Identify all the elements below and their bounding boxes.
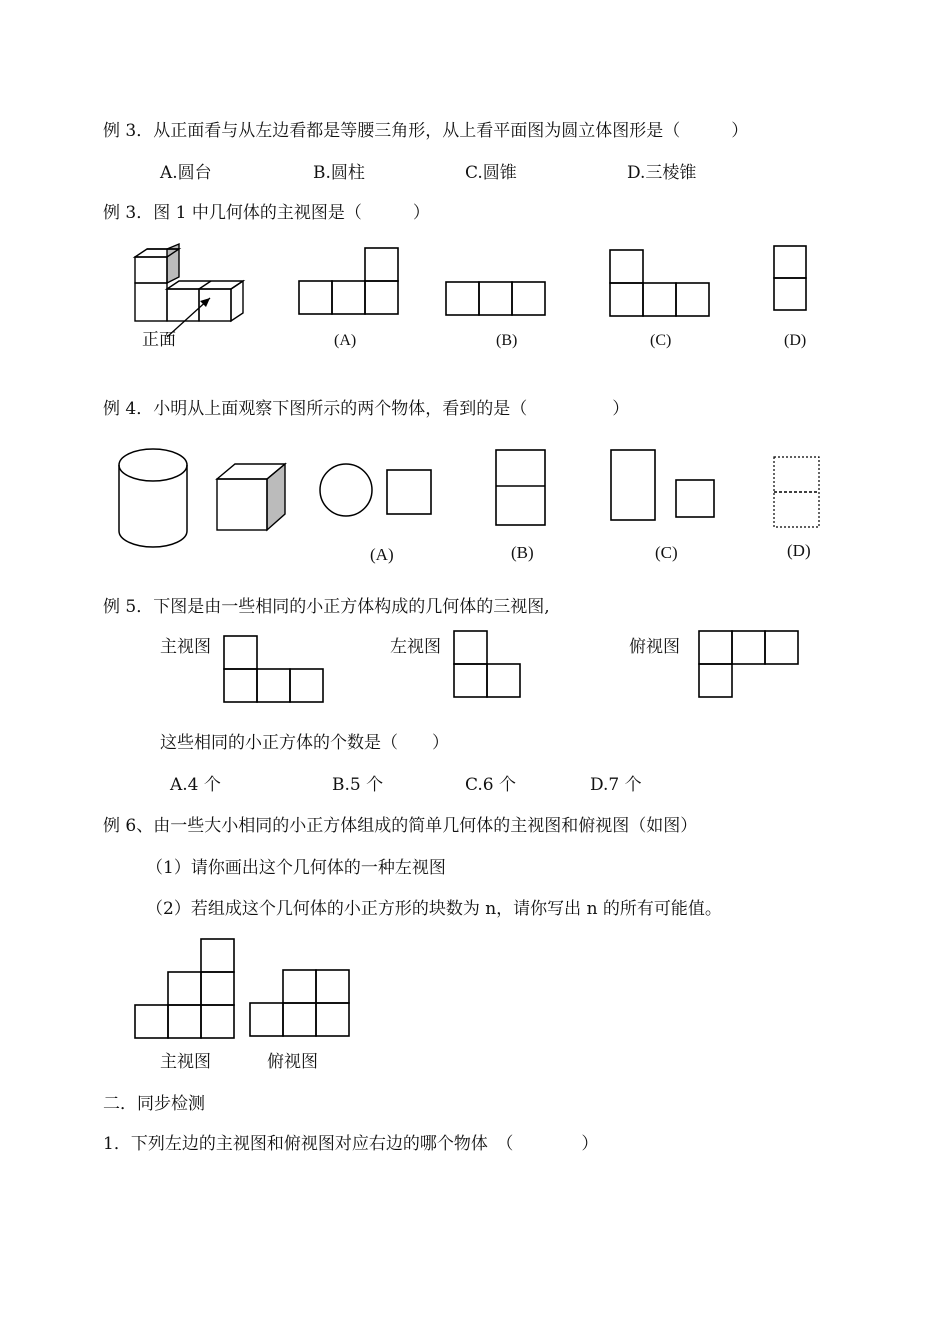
ex4-option-b-figure [494, 448, 548, 528]
ex3b-option-b-figure [445, 281, 547, 317]
ex4-question: 例 4．小明从上面观察下图所示的两个物体，看到的是（ ） [103, 399, 630, 419]
ex3b-option-d-figure [772, 245, 808, 313]
section2-heading: 二．同步检测 [103, 1094, 205, 1114]
ex4-cylinder-figure [117, 447, 189, 551]
ex5-option-a: A.4 个 [170, 775, 221, 795]
ex5-top-view [697, 629, 801, 699]
ex3b-label-c: (C) [650, 332, 672, 349]
section2-q1: 1．下列左边的主视图和俯视图对应右边的哪个物体 （ ） [103, 1134, 599, 1154]
ex3a-option-d: D.三棱锥 [627, 163, 697, 183]
ex4-label-b: (B) [511, 543, 534, 562]
ex3b-label-a: (A) [334, 332, 357, 349]
ex5-top-view-label: 俯视图 [629, 637, 680, 657]
ex4-option-d-figure [772, 455, 822, 529]
ex3b-question: 例 3．图 1 中几何体的主视图是（ ） [103, 203, 430, 223]
ex6-front-view-label: 主视图 [160, 1052, 211, 1072]
ex6-front-view [133, 937, 237, 1039]
ex5-count-question: 这些相同的小正方体的个数是（ ） [160, 733, 449, 753]
ex5-option-d: D.7 个 [590, 775, 642, 795]
ex4-option-c-figure [609, 448, 719, 522]
ex5-front-view [222, 634, 326, 704]
ex5-option-b: B.5 个 [332, 775, 384, 795]
ex3a-option-a: A.圆台 [160, 163, 212, 183]
ex4-label-c: (C) [655, 543, 678, 562]
ex3b-front-label: 正面 [142, 330, 176, 350]
ex5-left-view [452, 629, 522, 699]
ex5-option-c: C.6 个 [465, 775, 517, 795]
ex3a-option-c: C.圆锥 [465, 163, 517, 183]
ex3a-option-b: B.圆柱 [313, 163, 365, 183]
ex6-part1: （1）请你画出这个几何体的一种左视图 [146, 858, 446, 878]
ex6-question: 例 6、由一些大小相同的小正方体组成的简单几何体的主视图和俯视图（如图） [103, 816, 698, 836]
ex3b-solid-figure [130, 244, 250, 326]
ex5-question: 例 5．下图是由一些相同的小正方体构成的几何体的三视图, [103, 597, 550, 617]
ex3a-question: 例 3．从正面看与从左边看都是等腰三角形，从上看平面图为圆立体图形是（ ） [103, 121, 749, 141]
ex6-top-view-label: 俯视图 [267, 1052, 318, 1072]
ex6-part2: （2）若组成这个几何体的小正方形的块数为 n，请你写出 n 的所有可能值。 [146, 899, 722, 919]
ex3b-option-c-figure [609, 248, 711, 318]
ex4-label-d: (D) [787, 541, 811, 560]
ex6-top-view [248, 968, 352, 1038]
ex3b-option-a-figure [298, 246, 400, 316]
ex5-front-view-label: 主视图 [160, 637, 211, 657]
ex3b-label-b: (B) [496, 332, 518, 349]
ex4-label-a: (A) [370, 545, 394, 564]
ex3b-label-d: (D) [784, 332, 807, 349]
ex5-left-view-label: 左视图 [390, 637, 441, 657]
ex4-cube-figure [215, 462, 290, 532]
ex4-option-a-figure [319, 463, 434, 519]
